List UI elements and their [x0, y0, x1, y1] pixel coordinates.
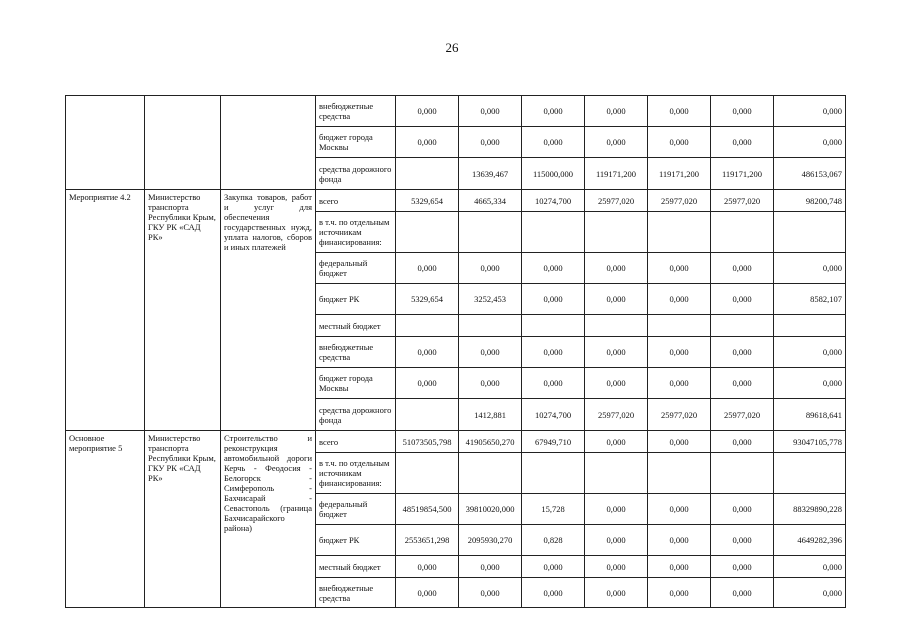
funding-source-cell: в т.ч. по отдельным источникам финансирования: [316, 453, 396, 494]
value-cell: 0,000 [459, 127, 522, 158]
value-cell: 0,000 [711, 337, 774, 368]
value-cell: 1412,881 [459, 399, 522, 431]
value-cell: 0,000 [774, 578, 846, 608]
value-cell: 0,000 [459, 368, 522, 399]
value-cell: 0,000 [585, 556, 648, 578]
value-cell: 0,000 [648, 253, 711, 284]
value-cell: 0,000 [522, 556, 585, 578]
value-cell [585, 453, 648, 494]
funding-source-cell: бюджет города Москвы [316, 368, 396, 399]
value-cell: 0,000 [648, 127, 711, 158]
value-cell: 0,000 [648, 337, 711, 368]
value-cell: 0,000 [648, 284, 711, 315]
table-body [66, 96, 846, 608]
value-cell: 39810020,000 [459, 494, 522, 525]
value-cell: 0,000 [648, 525, 711, 556]
value-cell: 0,000 [585, 337, 648, 368]
value-cell: 13639,467 [459, 158, 522, 190]
measure-cell: Основное мероприятие 5 [66, 431, 145, 608]
value-cell: 0,000 [522, 96, 585, 127]
value-cell: 0,000 [774, 368, 846, 399]
value-cell: 0,000 [648, 96, 711, 127]
value-cell: 0,000 [648, 578, 711, 608]
value-cell: 25977,020 [711, 190, 774, 212]
description-cell: Строительство и реконструкция автомобильной дороги Керчь - Феодосия - Белогорск - Симферополь - Бахчисарай - Севастополь (граница Бахчисарайского района) [221, 431, 316, 608]
value-cell [711, 453, 774, 494]
value-cell [522, 315, 585, 337]
measure-cell [66, 96, 145, 190]
value-cell: 0,000 [522, 284, 585, 315]
table-row [66, 96, 846, 127]
value-cell: 0,000 [585, 494, 648, 525]
value-cell: 0,000 [459, 578, 522, 608]
funding-source-cell: бюджет РК [316, 284, 396, 315]
funding-source-cell: всего [316, 190, 396, 212]
table-row [66, 190, 846, 212]
value-cell: 98200,748 [774, 190, 846, 212]
value-cell: 10274,700 [522, 399, 585, 431]
value-cell: 0,000 [711, 494, 774, 525]
value-cell: 0,000 [522, 368, 585, 399]
value-cell: 119171,200 [648, 158, 711, 190]
value-cell: 0,000 [774, 337, 846, 368]
funding-source-cell: внебюджетные средства [316, 578, 396, 608]
value-cell: 0,000 [711, 578, 774, 608]
value-cell: 10274,700 [522, 190, 585, 212]
funding-source-cell: средства дорожного фонда [316, 158, 396, 190]
value-cell: 0,000 [585, 96, 648, 127]
value-cell: 0,000 [585, 578, 648, 608]
value-cell: 25977,020 [585, 399, 648, 431]
value-cell: 0,000 [396, 578, 459, 608]
value-cell: 88329890,228 [774, 494, 846, 525]
value-cell [648, 212, 711, 253]
value-cell [774, 453, 846, 494]
funding-source-cell: федеральный бюджет [316, 253, 396, 284]
value-cell [585, 315, 648, 337]
value-cell [459, 315, 522, 337]
value-cell: 0,000 [396, 253, 459, 284]
value-cell: 0,000 [459, 556, 522, 578]
value-cell: 15,728 [522, 494, 585, 525]
executor-cell: Министерство транспорта Республики Крым, ГКУ РК «САД РК» [145, 431, 221, 608]
value-cell: 0,000 [711, 284, 774, 315]
value-cell: 0,000 [585, 525, 648, 556]
value-cell [396, 158, 459, 190]
value-cell: 0,000 [396, 337, 459, 368]
value-cell: 51073505,798 [396, 431, 459, 453]
funding-source-cell: местный бюджет [316, 315, 396, 337]
funding-source-cell: в т.ч. по отдельным источникам финансирования: [316, 212, 396, 253]
value-cell: 3252,453 [459, 284, 522, 315]
value-cell: 41905650,270 [459, 431, 522, 453]
value-cell: 0,000 [522, 127, 585, 158]
value-cell [396, 453, 459, 494]
value-cell: 0,000 [774, 253, 846, 284]
funding-source-cell: внебюджетные средства [316, 337, 396, 368]
value-cell: 0,000 [774, 96, 846, 127]
value-cell: 5329,654 [396, 284, 459, 315]
value-cell: 89618,641 [774, 399, 846, 431]
description-cell [221, 96, 316, 190]
funding-source-cell: внебюджетные средства [316, 96, 396, 127]
value-cell: 0,000 [648, 556, 711, 578]
value-cell: 0,000 [711, 253, 774, 284]
value-cell: 0,000 [585, 368, 648, 399]
value-cell: 4665,334 [459, 190, 522, 212]
value-cell [648, 315, 711, 337]
value-cell: 0,000 [585, 253, 648, 284]
value-cell [585, 212, 648, 253]
value-cell: 0,000 [396, 368, 459, 399]
value-cell: 25977,020 [585, 190, 648, 212]
value-cell [396, 399, 459, 431]
value-cell: 486153,067 [774, 158, 846, 190]
value-cell: 119171,200 [585, 158, 648, 190]
value-cell: 0,000 [711, 525, 774, 556]
value-cell: 0,000 [585, 284, 648, 315]
table-row [66, 431, 846, 453]
value-cell: 4649282,396 [774, 525, 846, 556]
value-cell: 25977,020 [648, 399, 711, 431]
value-cell: 0,000 [711, 368, 774, 399]
value-cell: 5329,654 [396, 190, 459, 212]
description-cell: Закупка товаров, работ и услуг для обеспечения государственных нужд, уплата налогов, сборов и иных платежей [221, 190, 316, 431]
funding-source-cell: средства дорожного фонда [316, 399, 396, 431]
value-cell: 0,000 [396, 556, 459, 578]
value-cell: 0,000 [774, 127, 846, 158]
value-cell: 8582,107 [774, 284, 846, 315]
value-cell: 2553651,298 [396, 525, 459, 556]
value-cell: 2095930,270 [459, 525, 522, 556]
value-cell [774, 212, 846, 253]
value-cell: 0,000 [774, 556, 846, 578]
executor-cell [145, 96, 221, 190]
value-cell [522, 453, 585, 494]
page-number: 26 [445, 40, 459, 55]
funding-source-cell: бюджет города Москвы [316, 127, 396, 158]
measure-cell: Мероприятие 4.2 [66, 190, 145, 431]
value-cell: 0,000 [396, 127, 459, 158]
value-cell: 0,000 [522, 578, 585, 608]
value-cell: 0,828 [522, 525, 585, 556]
value-cell: 0,000 [522, 253, 585, 284]
value-cell: 115000,000 [522, 158, 585, 190]
value-cell: 0,000 [711, 556, 774, 578]
executor-cell: Министерство транспорта Республики Крым, ГКУ РК «САД РК» [145, 190, 221, 431]
value-cell: 0,000 [711, 96, 774, 127]
value-cell [711, 315, 774, 337]
value-cell [522, 212, 585, 253]
value-cell: 25977,020 [711, 399, 774, 431]
value-cell [648, 453, 711, 494]
value-cell [459, 212, 522, 253]
value-cell: 0,000 [648, 431, 711, 453]
funding-source-cell: бюджет РК [316, 525, 396, 556]
value-cell: 0,000 [585, 127, 648, 158]
funding-source-cell: федеральный бюджет [316, 494, 396, 525]
value-cell: 67949,710 [522, 431, 585, 453]
value-cell [396, 315, 459, 337]
value-cell [711, 212, 774, 253]
financing-table [65, 95, 846, 608]
value-cell: 0,000 [396, 96, 459, 127]
value-cell [774, 315, 846, 337]
value-cell: 0,000 [711, 431, 774, 453]
value-cell: 93047105,778 [774, 431, 846, 453]
value-cell: 0,000 [522, 337, 585, 368]
value-cell: 0,000 [648, 494, 711, 525]
value-cell: 0,000 [459, 337, 522, 368]
value-cell [396, 212, 459, 253]
value-cell: 48519854,500 [396, 494, 459, 525]
value-cell: 0,000 [459, 96, 522, 127]
value-cell [459, 453, 522, 494]
funding-source-cell: местный бюджет [316, 556, 396, 578]
funding-source-cell: всего [316, 431, 396, 453]
value-cell: 0,000 [459, 253, 522, 284]
value-cell: 0,000 [648, 368, 711, 399]
value-cell: 25977,020 [648, 190, 711, 212]
value-cell: 0,000 [711, 127, 774, 158]
value-cell: 119171,200 [711, 158, 774, 190]
value-cell: 0,000 [585, 431, 648, 453]
